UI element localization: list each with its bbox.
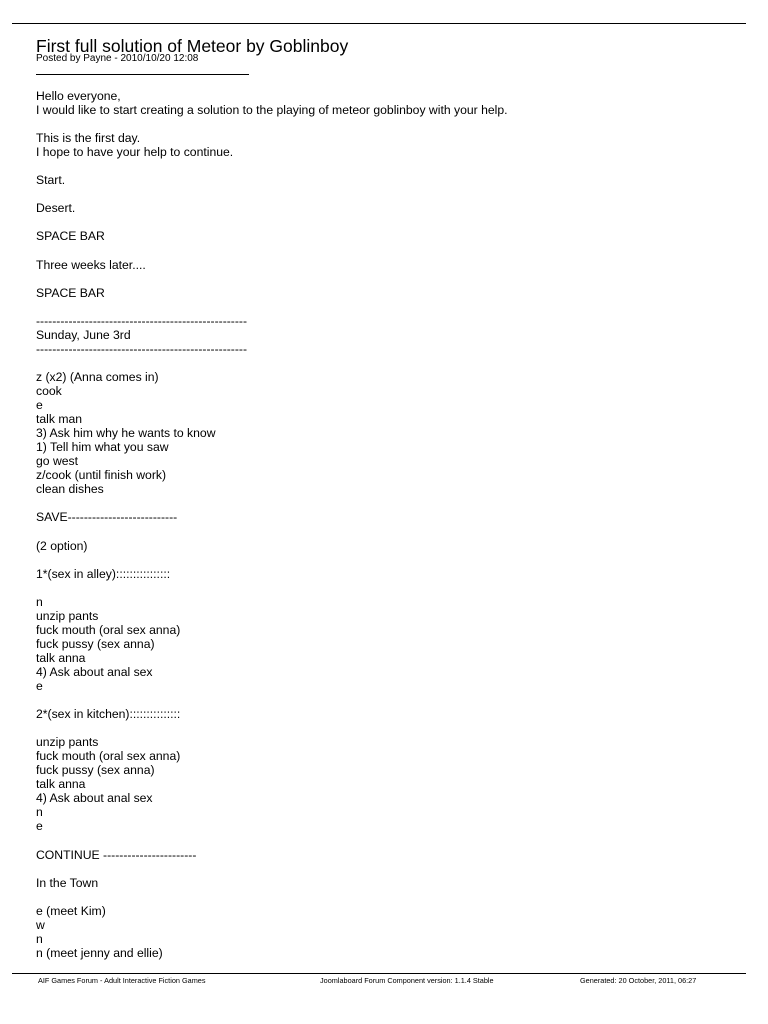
post-meta: Posted by Payne - 2010/10/20 12:08 (36, 53, 199, 64)
blank-line (36, 833, 736, 847)
body-line: e (36, 819, 43, 834)
blank-line (36, 553, 736, 567)
blank-line (36, 159, 736, 173)
post-title: First full solution of Meteor by Goblinboy (36, 36, 349, 56)
body-line: SAVE--------------------------- (36, 510, 178, 525)
post-body (36, 89, 736, 960)
body-line: talk anna (36, 777, 86, 792)
body-line: n (36, 594, 43, 609)
body-line: This is the first day. (36, 131, 141, 146)
body-line: w (36, 917, 45, 932)
body-line: CONTINUE ----------------------- (36, 847, 197, 862)
body-line: SPACE BAR (36, 285, 105, 300)
body-line: Sunday, June 3rd (36, 327, 131, 342)
body-line: 3) Ask him why he wants to know (36, 426, 216, 441)
blank-line (36, 496, 736, 510)
body-line: fuck pussy (sex anna) (36, 763, 155, 778)
body-line: 4) Ask about anal sex (36, 664, 153, 679)
body-line: clean dishes (36, 482, 104, 497)
body-line: talk man (36, 412, 83, 427)
body-line: 4) Ask about anal sex (36, 791, 153, 806)
body-line: SPACE BAR (36, 229, 105, 244)
meta-divider (36, 74, 249, 75)
body-line: I would like to start creating a solution to the playing of meteor goblinboy with your help. (36, 103, 508, 118)
body-line: 2*(sex in kitchen)::::::::::::::: (36, 707, 181, 722)
body-line: ---------------------------------------------------- (36, 341, 248, 356)
footer-rule (12, 973, 746, 974)
header-rule (12, 23, 746, 24)
body-line: e (36, 678, 43, 693)
body-line: n (36, 805, 43, 820)
blank-line (36, 117, 736, 131)
body-line: 1*(sex in alley):::::::::::::::: (36, 566, 171, 581)
body-line: Desert. (36, 201, 76, 216)
blank-line (36, 890, 736, 904)
body-line: fuck mouth (oral sex anna) (36, 622, 181, 637)
body-line: n (36, 931, 43, 946)
blank-line (36, 693, 736, 707)
body-line: unzip pants (36, 735, 99, 750)
body-line: unzip pants (36, 608, 99, 623)
body-line: z (x2) (Anna comes in) (36, 369, 159, 384)
body-line: e (36, 398, 43, 413)
body-line: Start. (36, 173, 66, 188)
footer-generated-date: Generated: 20 October, 2011, 06:27 (580, 976, 697, 985)
body-line: Three weeks later.... (36, 257, 146, 272)
body-line: ---------------------------------------------------- (36, 313, 248, 328)
blank-line (36, 187, 736, 201)
body-line: fuck mouth (oral sex anna) (36, 749, 181, 764)
body-line: z/cook (until finish work) (36, 468, 167, 483)
body-line: talk anna (36, 650, 86, 665)
body-line: n (meet jenny and ellie) (36, 945, 163, 960)
body-line: (2 option) (36, 538, 88, 553)
body-line: 1) Tell him what you saw (36, 440, 169, 455)
body-line: Hello everyone, (36, 89, 121, 103)
blank-line (36, 300, 736, 314)
blank-line (36, 272, 736, 286)
blank-line (36, 581, 736, 595)
body-line: fuck pussy (sex anna) (36, 636, 155, 651)
footer-component-version: Joomlaboard Forum Component version: 1.1.4 Stable (320, 976, 494, 985)
body-line: cook (36, 383, 62, 398)
body-line: I hope to have your help to continue. (36, 145, 234, 160)
blank-line (36, 356, 736, 370)
blank-line (36, 244, 736, 258)
body-line: In the Town (36, 875, 99, 890)
blank-line (36, 862, 736, 876)
body-line: go west (36, 454, 79, 469)
footer-site-name: AIF Games Forum - Adult Interactive Fiction Games (38, 976, 206, 985)
blank-line (36, 215, 736, 229)
body-line: e (meet Kim) (36, 903, 106, 918)
blank-line (36, 524, 736, 538)
blank-line (36, 721, 736, 735)
